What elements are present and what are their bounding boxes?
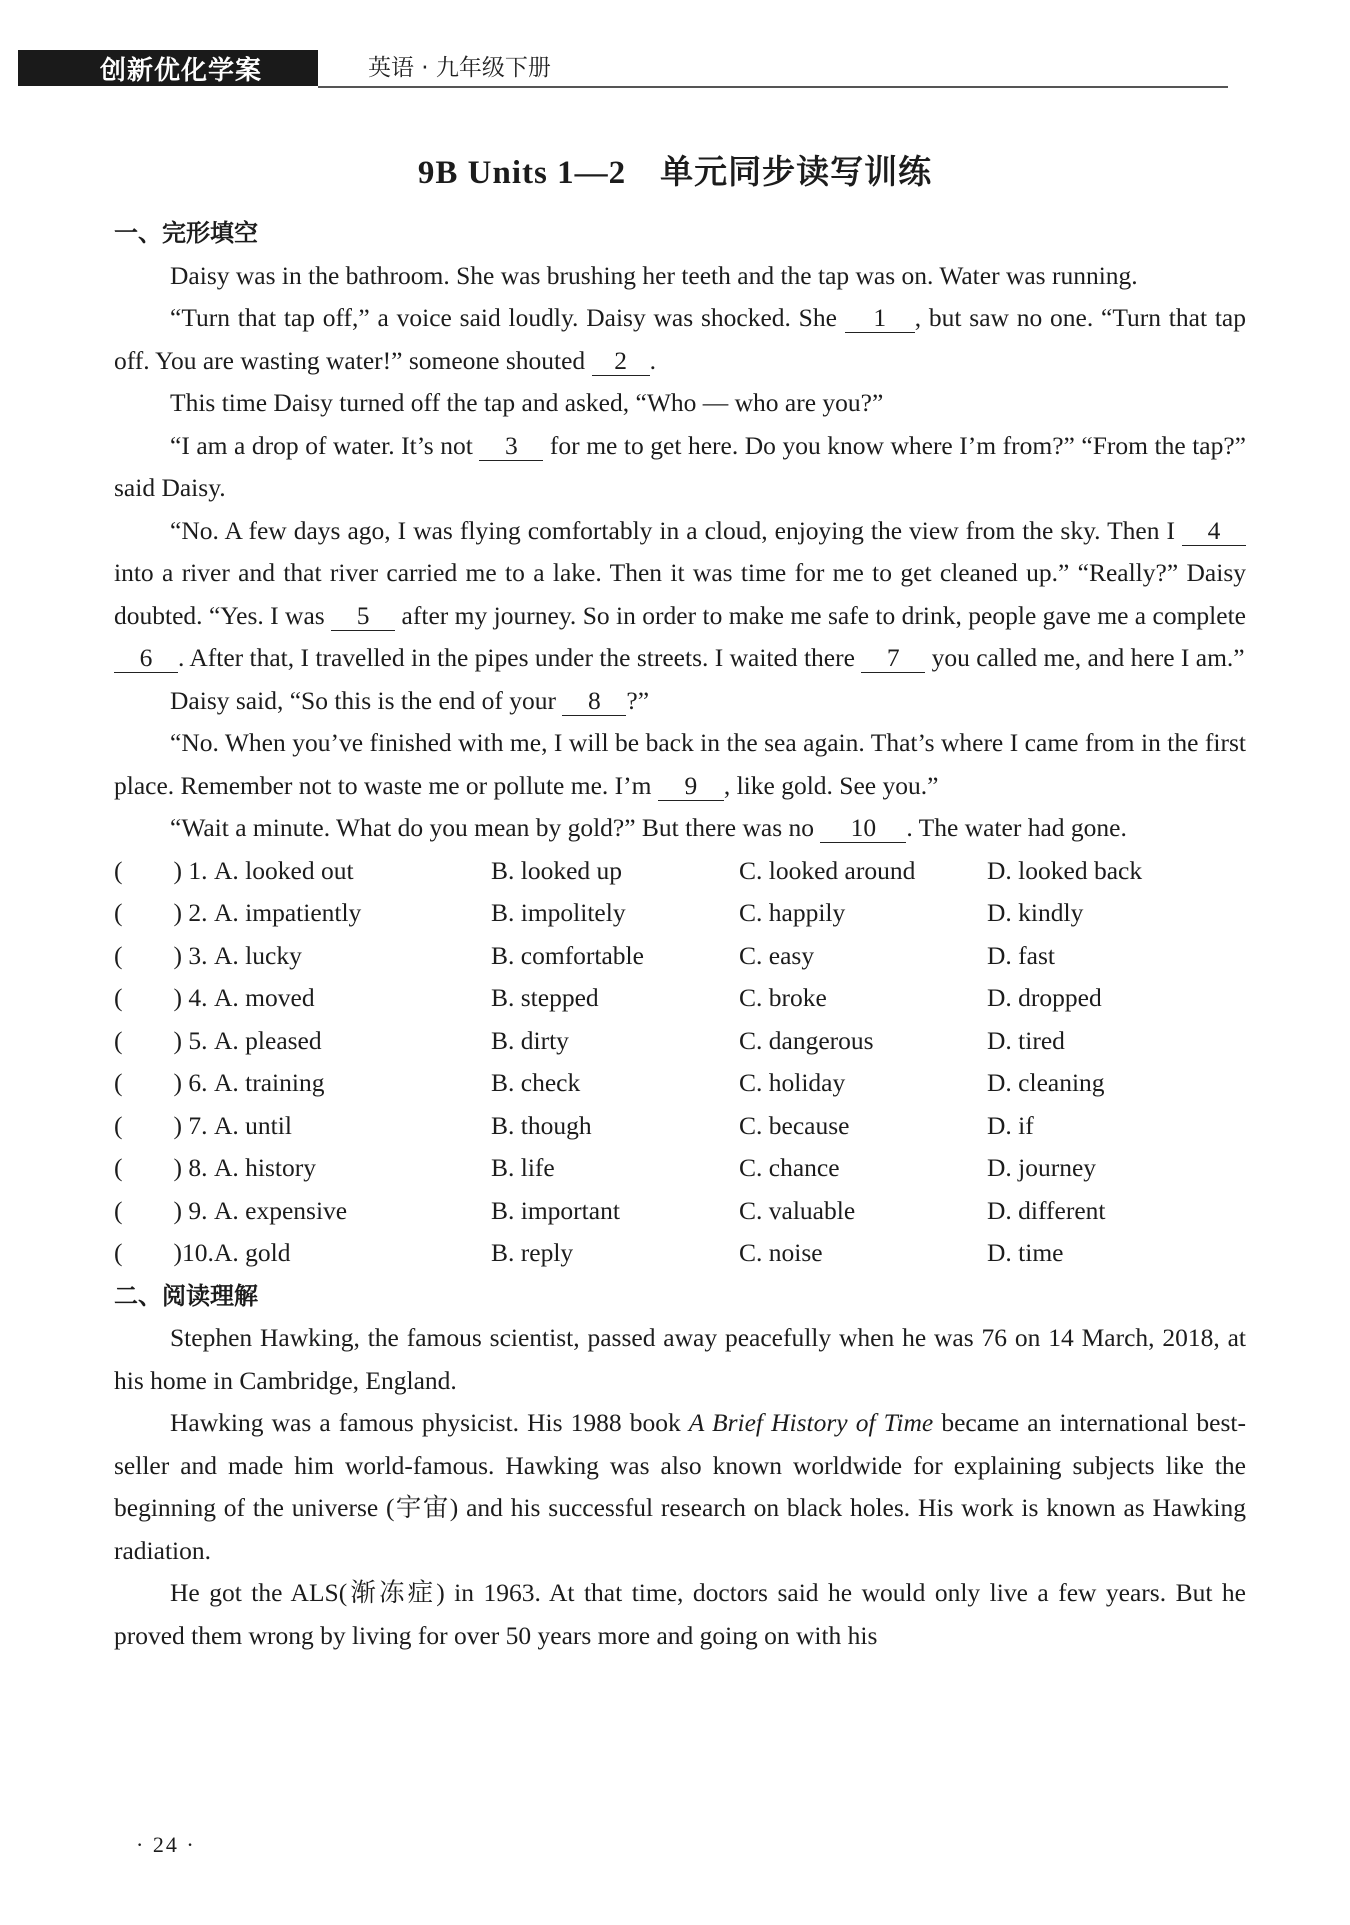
option-a: A. training: [214, 1068, 325, 1097]
question-row: [114, 1062, 1246, 1105]
option-d: D. if: [987, 1110, 1034, 1140]
option-a: A. expensive: [214, 1195, 348, 1225]
text: He got the ALS(渐冻症) in 1963. At that time, doctors said he would only live a few years. But he proved them wrong by living for over 50 years more and going on with his: [114, 1578, 1246, 1650]
cloze-paragraph-8: [114, 807, 1246, 850]
option-d: D. cleaning: [987, 1068, 1105, 1097]
question-row: [114, 1020, 1246, 1063]
option-d: D. fast: [987, 940, 1055, 970]
answer-paren[interactable]: ( ) 8.: [114, 1153, 208, 1182]
option-b: B. comfortable: [491, 940, 644, 970]
answer-paren[interactable]: ( ) 1.: [114, 855, 208, 885]
answer-paren[interactable]: ( )10.: [114, 1238, 214, 1267]
option-a: A. looked out: [214, 855, 354, 885]
reading-paragraph-1: [114, 1317, 1246, 1402]
question-row: [114, 977, 1246, 1020]
text: after my journey. So in order to make me safe to drink, people gave me a complete: [395, 600, 1246, 630]
text: “I am a drop of water. It’s not: [170, 430, 480, 460]
option-b: B. life: [491, 1153, 555, 1182]
option-c: C. happily: [739, 898, 846, 927]
answer-paren[interactable]: ( ) 3.: [114, 940, 208, 970]
cloze-paragraph-6: [114, 680, 1246, 723]
question-row: [114, 1190, 1246, 1233]
question-row: [114, 1232, 1246, 1275]
text: , like gold. See you.”: [723, 770, 939, 800]
option-c: C. looked around: [739, 855, 916, 885]
book-title: A Brief History of Time: [688, 1408, 934, 1437]
reading-paragraph-3: [114, 1572, 1246, 1657]
text: Daisy was in the bathroom. She was brushing her teeth and the tap was on. Water was running.: [170, 260, 1138, 290]
text: became an international best-seller and made him world-famous. Hawking was also known worldwide for explaining subjects like the beginning of the universe (宇宙) and his successful research on black holes. His work is known as Hawking radiation.: [114, 1408, 1246, 1565]
option-d: D. looked back: [987, 855, 1143, 885]
reading-paragraph-2: [114, 1402, 1246, 1572]
cloze-paragraph-4: [114, 425, 1246, 510]
question-row: [114, 935, 1246, 978]
text: ?”: [626, 685, 650, 715]
blank-5: 5: [331, 602, 395, 631]
text: “No. When you’ve finished with me, I will be back in the sea again. That’s where I came from in the first place. Remember not to waste me or pollute me. I’m: [114, 728, 1246, 800]
option-b: B. looked up: [491, 855, 623, 885]
text: Daisy said, “So this is the end of your: [170, 685, 563, 715]
option-c: C. because: [739, 1110, 850, 1140]
text: for me to get here. Do you know where I’m from?” “From the tap?” said Daisy.: [114, 430, 1247, 502]
cloze-paragraph-2: [114, 297, 1246, 382]
question-row: [114, 850, 1246, 893]
section-heading-cloze: 一、完形填空: [114, 219, 258, 247]
option-b: B. though: [491, 1110, 592, 1140]
text: .: [649, 345, 656, 375]
option-b: B. reply: [491, 1238, 574, 1267]
text: Hawking was a famous physicist. His 1988 book: [170, 1408, 689, 1437]
blank-7: 7: [861, 644, 925, 673]
cloze-paragraph-1: [114, 255, 1246, 298]
blank-6: 6: [114, 644, 178, 673]
text: Stephen Hawking, the famous scientist, passed away peacefully when he was 76 on 14 March, 2018, at his home in Cambridge, England.: [114, 1323, 1246, 1395]
cloze-paragraph-5: [114, 510, 1246, 680]
question-row: [114, 1147, 1246, 1190]
section-heading-reading: 二、阅读理解: [114, 1281, 258, 1310]
option-b: B. dirty: [491, 1025, 569, 1055]
answer-paren[interactable]: ( ) 2.: [114, 898, 208, 927]
option-d: D. tired: [987, 1025, 1065, 1055]
text: , but saw no one. “Turn that tap off. You are wasting water!” someone shouted: [114, 303, 1246, 375]
blank-2: 2: [592, 347, 650, 376]
blank-8: 8: [562, 687, 626, 716]
header-brand: 创新优化学案: [18, 50, 318, 86]
page-title: 9B Units 1—2 单元同步读写训练: [417, 155, 933, 191]
blank-1: 1: [845, 304, 915, 333]
cloze-paragraph-3: [114, 382, 1246, 425]
option-d: D. kindly: [987, 898, 1084, 927]
text: . The water had gone.: [906, 813, 1127, 842]
option-c: C. chance: [739, 1153, 840, 1182]
answer-paren[interactable]: ( ) 5.: [114, 1025, 208, 1055]
option-d: D. different: [987, 1195, 1106, 1225]
text: “Turn that tap off,” a voice said loudly. Daisy was shocked. She: [170, 303, 845, 332]
option-c: C. holiday: [739, 1068, 846, 1097]
option-d: D. time: [987, 1238, 1064, 1267]
option-b: B. important: [491, 1195, 620, 1225]
blank-10: 10: [820, 814, 906, 843]
answer-paren[interactable]: ( ) 7.: [114, 1110, 208, 1140]
option-a: A. impatiently: [214, 898, 362, 927]
text: This time Daisy turned off the tap and asked, “Who — who are you?”: [170, 388, 884, 417]
text: into a river and that river carried me to a lake. Then it was time for me to get cleaned up.” “Really?” Daisy doubted. “Yes. I was: [114, 558, 1246, 630]
question-row: [114, 892, 1246, 935]
option-c: C. dangerous: [739, 1025, 874, 1055]
blank-4: 4: [1182, 517, 1246, 546]
question-row: [114, 1105, 1246, 1148]
cloze-paragraph-7: [114, 722, 1246, 807]
option-a: A. gold: [214, 1238, 291, 1267]
blank-3: 3: [479, 432, 543, 461]
option-b: B. stepped: [491, 983, 599, 1012]
text: you called me, and here I am.”: [925, 643, 1245, 672]
header-subject: 英语 · 九年级下册: [368, 55, 551, 81]
page-content: [114, 212, 1246, 1657]
cloze-questions: [114, 850, 1246, 1275]
option-a: A. until: [214, 1110, 292, 1140]
option-d: D. dropped: [987, 983, 1102, 1012]
header-divider: [318, 86, 1228, 88]
page-number: · 24 ·: [136, 1832, 196, 1857]
text: “Wait a minute. What do you mean by gold?” But there was no: [170, 813, 821, 842]
option-b: B. check: [491, 1068, 581, 1097]
option-d: D. journey: [987, 1153, 1097, 1182]
option-a: A. pleased: [214, 1025, 322, 1055]
text: . After that, I travelled in the pipes under the streets. I waited there: [178, 643, 862, 672]
option-b: B. impolitely: [491, 898, 626, 927]
option-a: A. moved: [214, 983, 315, 1012]
blank-9: 9: [658, 772, 724, 801]
option-c: C. broke: [739, 983, 827, 1012]
option-a: A. history: [214, 1153, 316, 1182]
option-a: A. lucky: [214, 940, 302, 970]
option-c: C. valuable: [739, 1195, 856, 1225]
answer-paren[interactable]: ( ) 9.: [114, 1195, 208, 1225]
answer-paren[interactable]: ( ) 4.: [114, 983, 208, 1012]
answer-paren[interactable]: ( ) 6.: [114, 1068, 208, 1097]
option-c: C. noise: [739, 1238, 823, 1267]
text: “No. A few days ago, I was flying comfortably in a cloud, enjoying the view from the sky. Then I: [170, 515, 1182, 545]
option-c: C. easy: [739, 940, 815, 970]
